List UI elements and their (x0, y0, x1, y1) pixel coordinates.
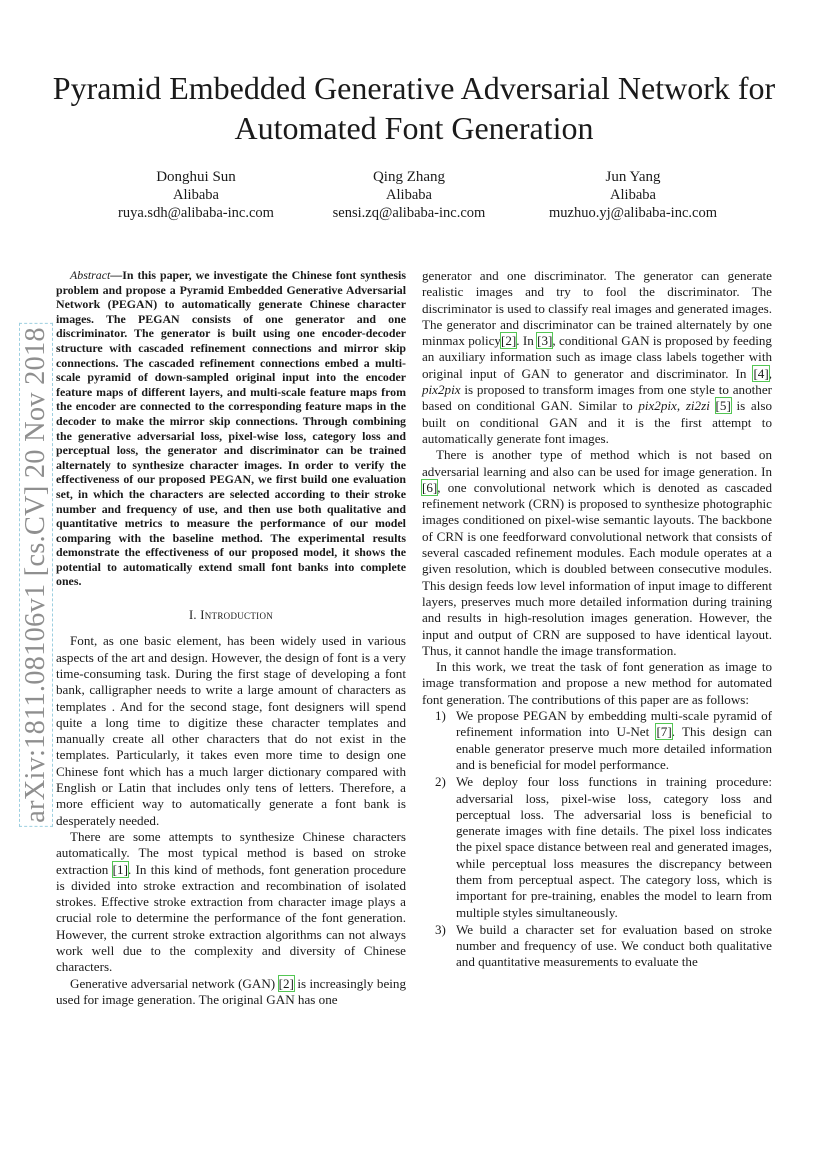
intro-paragraph-3-cont (422, 268, 772, 447)
author-name: Qing Zhang (372, 169, 446, 185)
author-email: muzhuo.yj@alibaba-inc.com (549, 205, 717, 221)
intro-paragraph-3 (56, 976, 406, 1009)
author-affiliation: Alibaba (386, 187, 432, 203)
section-number: I. (188, 608, 197, 623)
author-affiliation: Alibaba (173, 187, 219, 203)
text-span: , (676, 398, 686, 414)
text-span: We deploy four loss functions in training procedure: adversarial loss, pixel-wise loss, category loss and perceptual loss. The adversarial loss is beneficial to generate images with fine details. The pixel loss indicates the pixel space distance between real and generated images, while perceptual loss measures the discrepancy between them from perceptual aspect. The category loss, which is important for pre-training, enables the model to learn from multiple styles simultaneously. (456, 774, 772, 920)
text-span: generator and one discriminator. The generator can generate realistic images and try to fool the discriminator. The discriminator is used to classify real images and generated images. The generator and discriminator can be trained alternately by one minmax policy (422, 268, 772, 349)
text-span: , one convolutional network which is denoted as cascaded refinement network (CRN) is proposed to synthesize photographic images conditioned on pixel-wise semantic layouts. The backbone of CRN is one feedforward convolutional network that consists of several cascaded refinement modules. Each module operates at a given resolution, which is doubled between consecutive modules. This design feeds low level information of input image to different layers, preserves much more detailed information during training and results in high-resolution images generation. However, the input and output of CRN are supposed to have identical layout. Thus, it cannot handle the image transformation. (422, 479, 772, 658)
list-number: 2) (435, 774, 446, 790)
citation-link[interactable]: [1] (112, 861, 128, 877)
author-block (76, 168, 316, 222)
author-affiliation: Alibaba (610, 187, 656, 203)
text-span: There is another type of method which is not based on adversarial learning and also can be used for image generation. In (422, 447, 772, 479)
list-number: 3) (435, 921, 446, 937)
math-term: pix2pix (422, 382, 461, 398)
text-span: is increasingly being used for image generation. The original GAN has one (56, 975, 407, 1007)
text-span: . This design can enable generator preserve much more detailed information and is beneficial for model performance. (456, 724, 772, 772)
author-name: Donghui Sun (156, 169, 236, 185)
citation-link[interactable]: [4] (753, 365, 769, 381)
citation-link[interactable]: [5] (715, 398, 731, 414)
abstract-text: —In this paper, we investigate the Chinese font synthesis problem and propose a Pyramid Embedded Generative Adversarial Network (PEGAN) to automatically generate Chinese character images. The PEGAN consists of one generator and one discriminator. The generator is built using one encoder-decoder structure with cascaded refinement connections and mirror skip connections. The cascaded refinement connections embed a multi-scale pyramid of down-sampled original input into the encoder feature maps of different layers, and multi-scale feature maps from the encoder are connected to the corresponding feature maps in the decoder to make the mirror skip connections. Through combining the generative adversarial loss, pixel-wise loss, category loss and perceptual loss, the generator and discriminator can be trained alternately to synthesize character images. In order to verify the effectiveness of our proposed PEGAN, we first build one evaluation set, in which the characters are selected according to their stroke number and frequency of use, and then use both qualitative and quantitative metrics to measure the performance of our model comparing with the baseline method. The experimental results demonstrate the effectiveness of our proposed model, it shows the potential to automatically extend small font banks into complete ones. (56, 268, 406, 589)
abstract (56, 268, 406, 589)
list-number: 1) (435, 708, 446, 724)
contribution-list (422, 708, 772, 971)
author-email: sensi.zq@alibaba-inc.com (332, 205, 486, 221)
text-span: , (768, 365, 772, 381)
text-span: . In this kind of methods, font generation procedure is divided into stroke extraction and recombination of isolated strokes. Effective stroke extraction from character image plays a crucial role to determine the performance of the font generation. However, the current stroke extraction algorithms can not always work well due to the complexity and diversity of Chinese characters. (56, 861, 406, 975)
math-term: zi2zi (685, 398, 710, 414)
author-block (289, 168, 529, 222)
text-span: . In (516, 333, 538, 349)
citation-link[interactable]: [3] (537, 333, 553, 349)
text-span: In this work, we treat the task of font generation as image to image transformation and propose a new method for automated font generation. The contributions of this paper are as follows: (422, 659, 772, 707)
right-column (422, 268, 772, 972)
citation-link[interactable]: [7] (656, 724, 672, 740)
list-item (422, 922, 772, 971)
citation-link[interactable]: [2] (500, 333, 517, 349)
text-span: We propose PEGAN by embedding multi-scale pyramid of refinement information into U-Net (456, 708, 772, 740)
list-item (422, 708, 772, 773)
list-item (422, 774, 772, 921)
text-span: There are some attempts to synthesize Chinese characters automatically. The most typical method is based on stroke extraction (56, 828, 406, 877)
arxiv-stamp-text: arXiv:1811.08106v1 [cs.CV] 20 Nov 2018 (19, 323, 53, 827)
author-email: ruya.sdh@alibaba-inc.com (118, 205, 274, 221)
paper-title: Pyramid Embedded Generative Adversarial Network for Automated Font Generation (52, 70, 776, 146)
text-span: Generative adversarial network (GAN) (70, 975, 279, 991)
intro-paragraph-1: Font, as one basic element, has been widely used in various aspects of the art and design. However, the design of font is a very time-consuming task. During the first stage of developing a font bank, calligrapher needs to write a large amount of characters as templates . And for the second stage, font designers will spend quite a long time to digitize these character templates and manually create all other characters that do not exist in the templates. Particularly, it takes even more time to design one Chinese font which has a much larger dictionary compared with English or Latin that includes only tens of letters. Therefore, a more efficient way to automatically generate a font bank is desperately needed. (56, 633, 406, 828)
author-block (513, 168, 753, 222)
math-term: pix2pix (638, 398, 677, 414)
text-span: We build a character set for evaluation based on stroke number and frequency of use. We conduct both qualitative and quantitative measurements to evaluate the (456, 921, 772, 970)
section-heading (56, 607, 406, 623)
text-span: is proposed to transform images from one style to another based on conditional GAN. Similar to (422, 382, 772, 414)
text-span: is also built on conditional GAN and it is the first attempt to automatically generate font images. (422, 398, 773, 446)
citation-link[interactable]: [6] (422, 479, 438, 495)
left-column (56, 268, 406, 1008)
abstract-lead: Abstract (70, 268, 111, 282)
text-span: , conditional GAN is proposed by feeding an auxiliary information such as image class labels together with original input of GAN to generator and discriminator. In (422, 333, 772, 381)
text-span (710, 398, 716, 413)
intro-paragraph-5 (422, 659, 772, 708)
arxiv-watermark (12, 320, 60, 830)
intro-paragraph-2 (56, 829, 406, 976)
intro-paragraph-4 (422, 447, 772, 659)
section-title: Introduction (200, 608, 274, 623)
citation-link[interactable]: [2] (278, 975, 294, 991)
author-name: Jun Yang (605, 169, 661, 185)
